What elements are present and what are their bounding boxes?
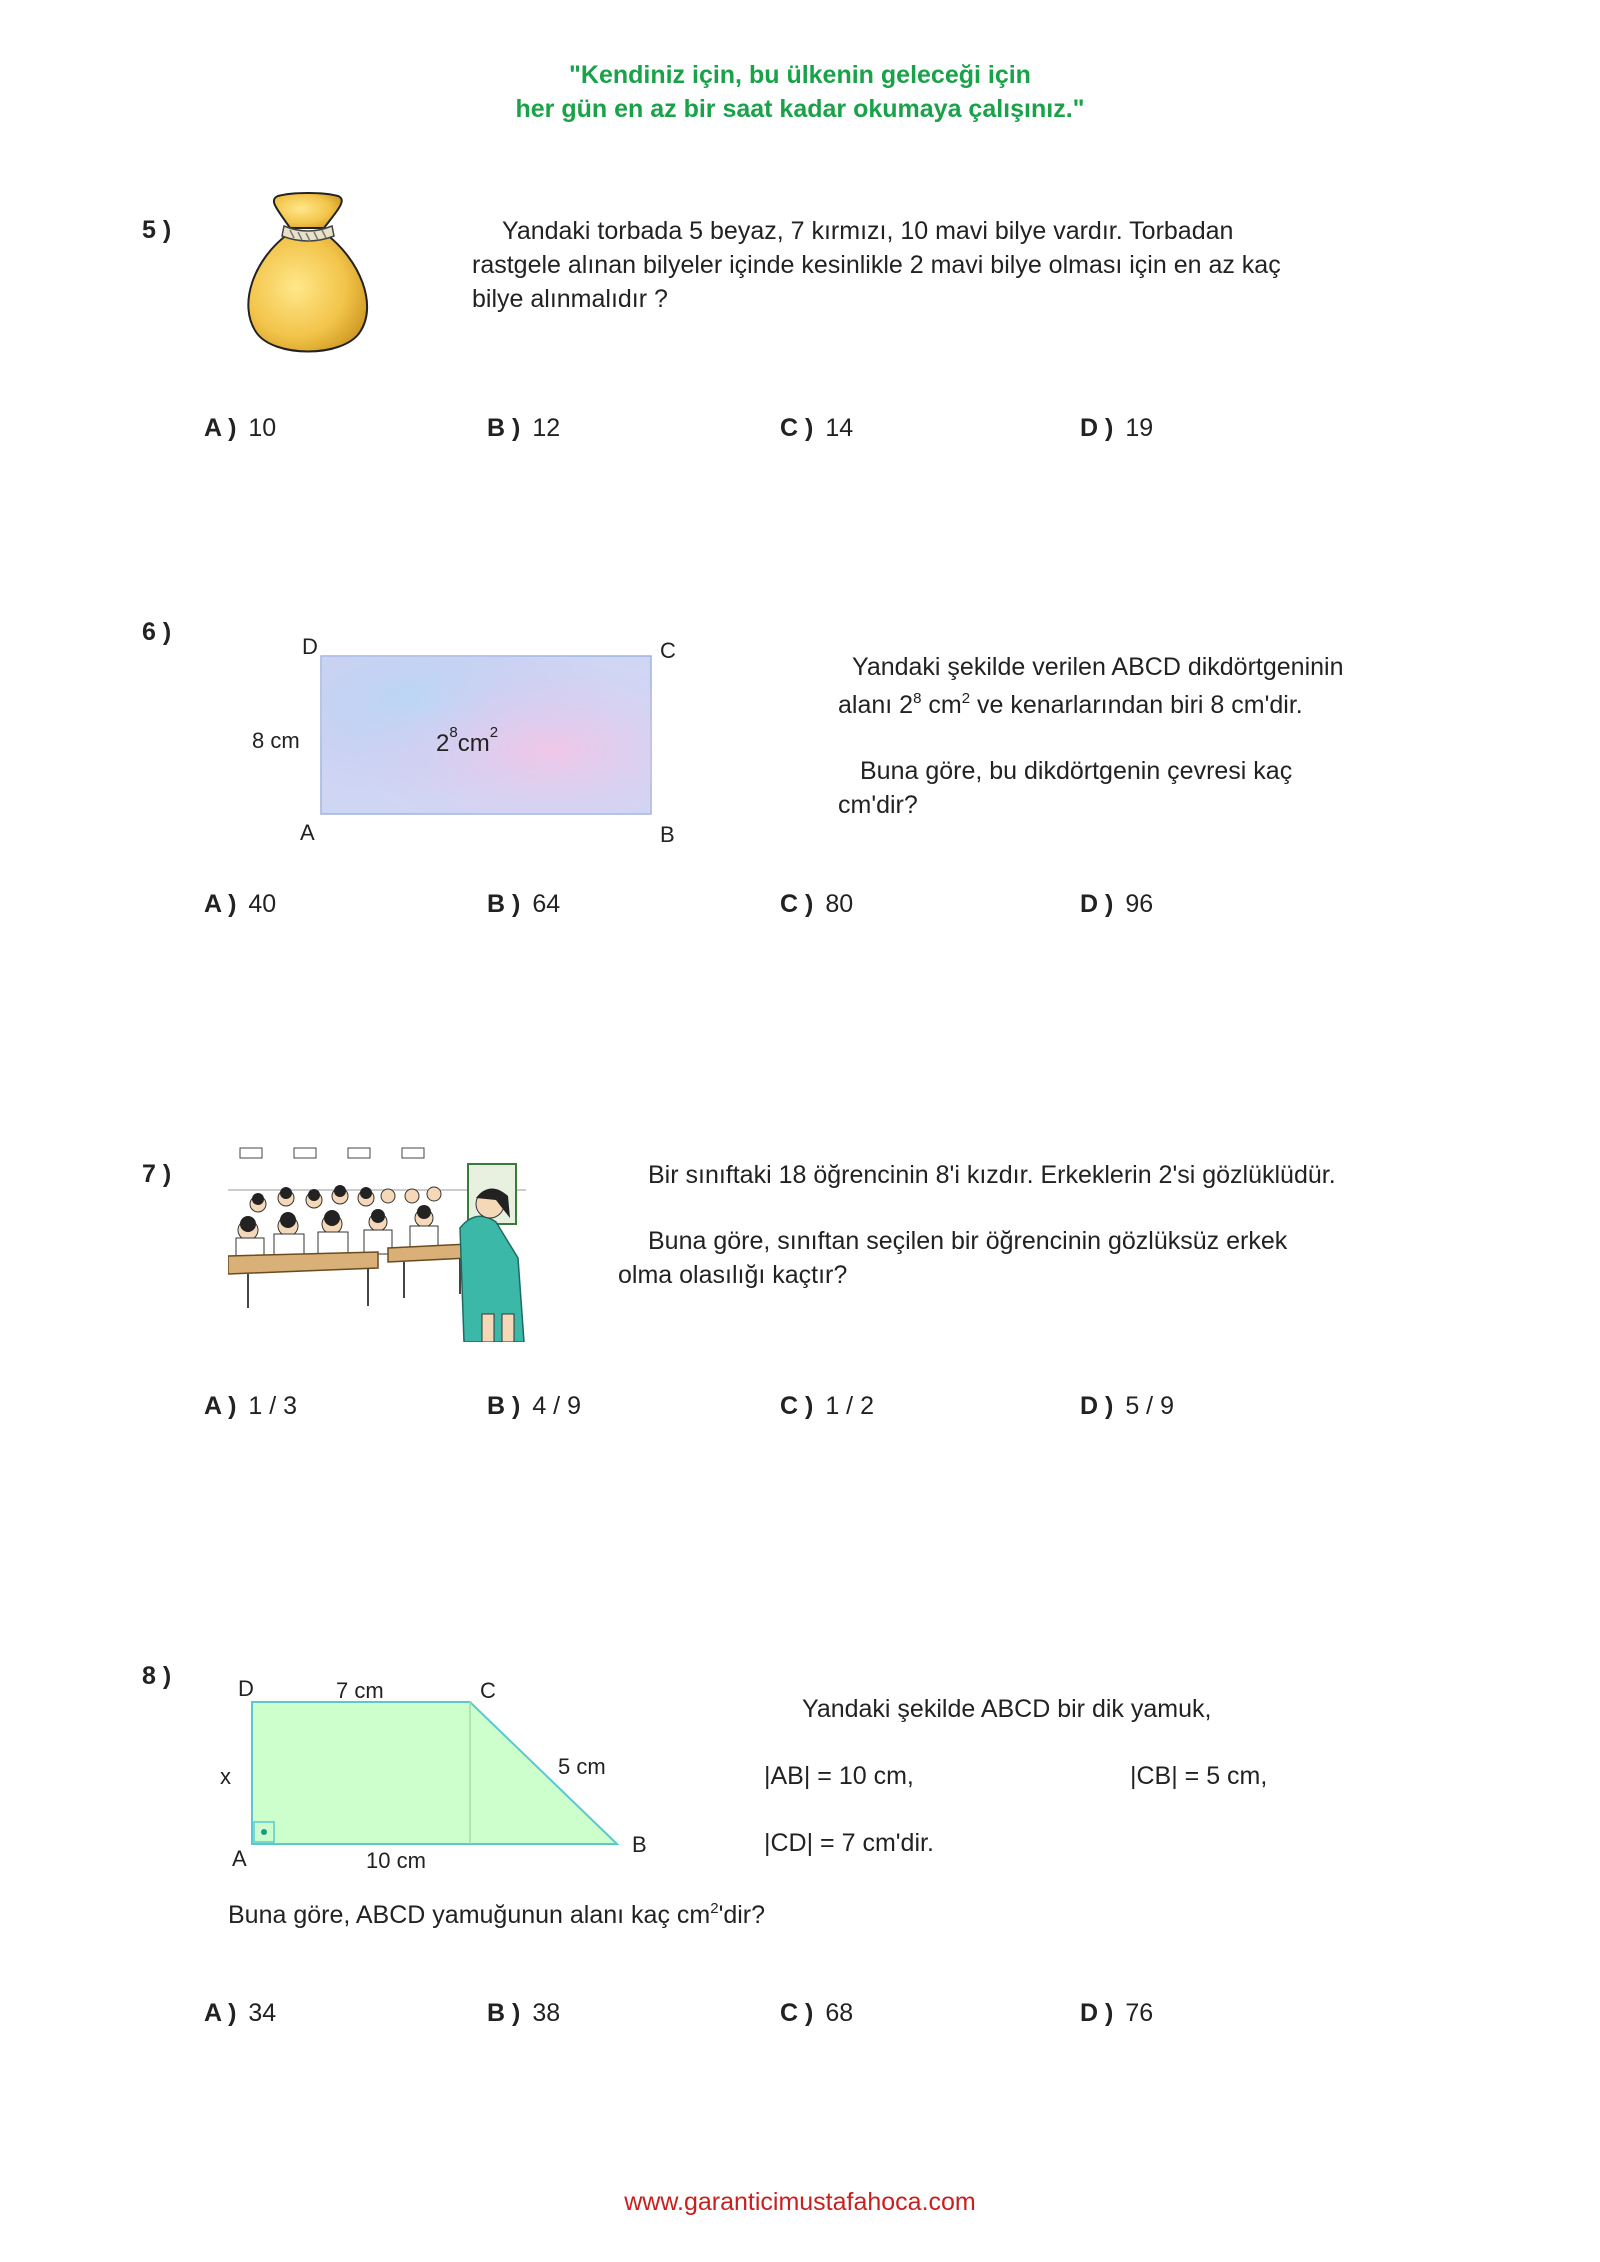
option-letter: A ) (204, 1392, 237, 1420)
question-6-line-3: Buna göre, bu dikdörtgenin çevresi kaç (860, 757, 1293, 785)
option-value: 40 (248, 890, 277, 918)
option-letter: B ) (487, 890, 521, 918)
question-7-line-3: olma olasılığı kaçtır? (618, 1261, 848, 1289)
footer-link[interactable]: www.garanticimustafahoca.com (624, 2188, 976, 2216)
option-value: 68 (825, 1999, 854, 2027)
question-7-options (0, 1392, 1600, 1426)
vertex-b-label: B (632, 1832, 647, 1857)
option-b[interactable] (487, 1999, 560, 2028)
text-exponent: 2 (710, 1900, 719, 1917)
classroom-illustration (228, 1138, 526, 1342)
option-value: 14 (825, 414, 854, 442)
side-length-label: 8 cm (252, 728, 300, 753)
option-letter: D ) (1080, 414, 1114, 442)
option-letter: A ) (204, 1999, 237, 2027)
option-d[interactable] (1080, 1392, 1174, 1421)
option-a[interactable] (204, 1999, 276, 2028)
option-d[interactable] (1080, 414, 1153, 443)
motto-line-1: "Kendiniz için, bu ülkenin geleceği için (569, 61, 1031, 89)
text-part: cm (921, 691, 962, 719)
question-5-options (0, 414, 1600, 448)
option-letter: A ) (204, 890, 237, 918)
text-part: alanı 2 (838, 691, 914, 719)
option-d[interactable] (1080, 1999, 1153, 2028)
question-8-question (228, 1898, 765, 1932)
option-letter: D ) (1080, 1392, 1114, 1420)
height-label: x (220, 1764, 231, 1789)
text-part: ve kenarlarından biri 8 cm'dir. (970, 691, 1303, 719)
option-value: 38 (532, 1999, 561, 2027)
option-letter: B ) (487, 414, 521, 442)
option-value: 10 (248, 414, 277, 442)
option-letter: C ) (780, 1999, 814, 2027)
option-b[interactable] (487, 890, 560, 919)
question-6-text (838, 650, 1538, 822)
question-8-number: 8 ) (142, 1662, 172, 1690)
question-8-options (0, 1999, 1600, 2033)
text-part: 'dir? (718, 1901, 766, 1929)
ab-length: |AB| = 10 cm, (764, 1762, 914, 1790)
option-c[interactable] (780, 1999, 853, 2028)
option-value: 64 (532, 890, 561, 918)
option-value: 5 / 9 (1125, 1392, 1174, 1420)
question-7-line-2: Buna göre, sınıftan seçilen bir öğrencinin gözlüksüz erkek (648, 1227, 1288, 1255)
area-base: 2 (436, 730, 450, 757)
top-length-label: 7 cm (336, 1678, 384, 1703)
question-6-options (0, 890, 1600, 924)
option-value: 12 (532, 414, 561, 442)
text-exponent: 8 (913, 690, 922, 707)
option-value: 1 / 2 (825, 1392, 874, 1420)
option-c[interactable] (780, 414, 853, 443)
question-5-line-3: bilye alınmalıdır ? (472, 285, 668, 313)
question-7-number: 7 ) (142, 1160, 172, 1188)
option-letter: C ) (780, 890, 814, 918)
vertex-d-label: D (238, 1676, 254, 1701)
text-exponent: 2 (961, 690, 971, 707)
vertex-c-label: C (480, 1678, 496, 1703)
area-label (436, 724, 499, 758)
option-value: 76 (1125, 1999, 1154, 2027)
bottom-length-label: 10 cm (366, 1848, 426, 1873)
question-7-text (618, 1158, 1518, 1292)
option-b[interactable] (487, 414, 560, 443)
cb-length: |CB| = 5 cm, (1130, 1762, 1268, 1790)
area-unit: cm (457, 730, 490, 757)
vertex-c-label: C (660, 638, 676, 663)
option-value: 1 / 3 (248, 1392, 298, 1420)
option-letter: B ) (487, 1999, 521, 2027)
question-6-line-1: Yandaki şekilde verilen ABCD dikdörtgeninin (852, 653, 1344, 681)
option-value: 80 (825, 890, 854, 918)
question-5-number: 5 ) (142, 216, 172, 244)
question-7-line-1: Bir sınıftaki 18 öğrencinin 8'i kızdır. Erkeklerin 2'si gözlüklüdür. (648, 1161, 1336, 1189)
option-value: 34 (248, 1999, 277, 2027)
option-a[interactable] (204, 890, 276, 919)
question-5-line-1: Yandaki torbada 5 beyaz, 7 kırmızı, 10 mavi bilye vardır. Torbadan (502, 217, 1234, 245)
option-a[interactable] (204, 1392, 297, 1421)
question-6-number: 6 ) (142, 618, 172, 646)
question-5-text (472, 214, 1372, 316)
option-letter: A ) (204, 414, 237, 442)
option-b[interactable] (487, 1392, 581, 1421)
option-c[interactable] (780, 890, 853, 919)
option-value: 19 (1125, 414, 1154, 442)
question-6-line-4: cm'dir? (838, 791, 918, 819)
area-exponent: 8 (449, 724, 458, 741)
option-value: 96 (1125, 890, 1154, 918)
question-6-line-2 (838, 688, 1538, 722)
option-c[interactable] (780, 1392, 874, 1421)
question-8-line-1: Yandaki şekilde ABCD bir dik yamuk, (802, 1695, 1212, 1723)
option-value: 4 / 9 (532, 1392, 581, 1420)
option-letter: C ) (780, 1392, 814, 1420)
area-unit-exponent: 2 (489, 724, 499, 741)
option-d[interactable] (1080, 890, 1153, 919)
option-a[interactable] (204, 414, 276, 443)
cd-length: |CD| = 7 cm'dir. (764, 1829, 934, 1857)
vertex-a-label: A (232, 1846, 247, 1871)
bag-icon (238, 190, 378, 360)
vertex-d-label: D (302, 634, 318, 659)
question-5-line-2: rastgele alınan bilyeler içinde kesinlikle 2 mavi bilye olması için en az kaç (472, 251, 1281, 279)
vertex-b-label: B (660, 822, 675, 847)
slant-length-label: 5 cm (558, 1754, 606, 1779)
motto-line-2: her gün en az bir saat kadar okumaya çalışınız." (515, 95, 1085, 123)
option-letter: B ) (487, 1392, 521, 1420)
option-letter: D ) (1080, 890, 1114, 918)
option-letter: C ) (780, 414, 814, 442)
text-part: Buna göre, ABCD yamuğunun alanı kaç cm (228, 1901, 711, 1929)
vertex-a-label: A (300, 820, 315, 845)
option-letter: D ) (1080, 1999, 1114, 2027)
motto (0, 58, 1600, 126)
